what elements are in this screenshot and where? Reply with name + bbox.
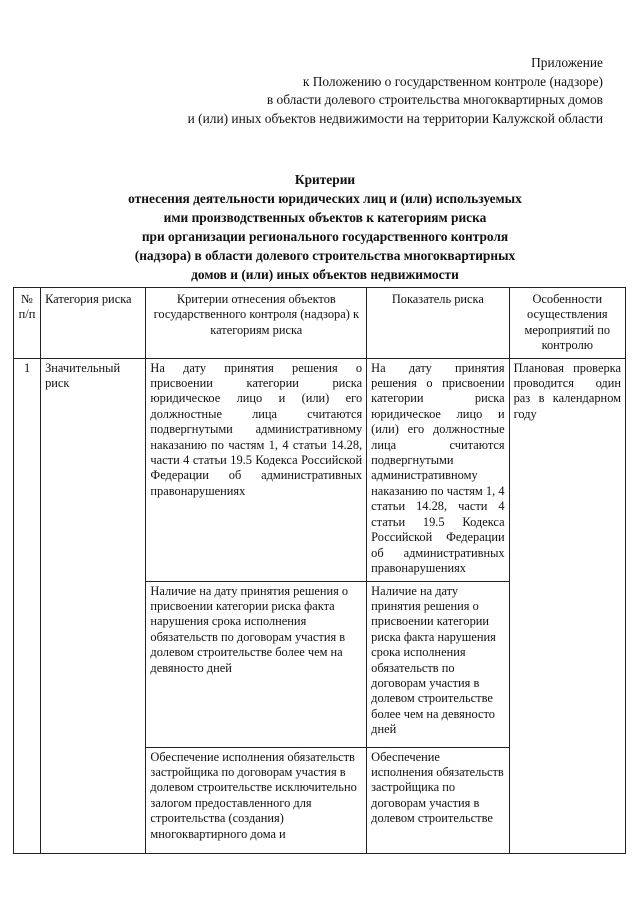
risk-category: Значительный риск — [41, 358, 146, 853]
header-num: № п/п — [14, 288, 41, 359]
title-line: при организации регионального государственного контроля — [141, 229, 509, 244]
title-line: (надзора) в области долевого строительства многоквартирных — [134, 248, 516, 263]
document-title — [90, 170, 560, 284]
appendix-heading — [143, 54, 603, 128]
header-indicator: Показатель риска — [367, 288, 509, 359]
criterion-cell: Наличие на дату принятия решения о присвоении категории риска факта нарушения срока исполнения обязательств по договорам участия в долевом строительстве более чем на девяносто дней — [146, 581, 367, 747]
header-features: Особенности осуществления мероприятий по контролю — [509, 288, 625, 359]
title-line: Критерии — [294, 172, 356, 187]
title-line: домов и (или) иных объектов недвижимости — [191, 267, 459, 282]
indicator-cell: На дату принятия решения о присвоении категории риска юридическое лицо и (или) его должностные лица считаются подвергнутыми административному наказанию по частям 1, 4 статьи 14.28, части 4 статьи 19.5 Кодекса Российской Федерации об административных правонарушениях — [367, 358, 509, 581]
criterion-cell: Обеспечение исполнения обязательств застройщика по договорам участия в долевом строительстве исключительно залогом предоставленного для строительства (создания) многоквартирного дома и — [146, 747, 367, 853]
criterion-cell: На дату принятия решения о присвоении категории риска юридическое лицо и (или) его должностные лица считаются подвергнутыми административному наказанию по частям 1, 4 статьи 14.28, части 4 статьи 19.5 Кодекса Российской Федерации об административных правонарушениях — [146, 358, 367, 581]
appendix-line: к Положению о государственном контроле (надзоре) — [302, 73, 603, 89]
row-number: 1 — [14, 358, 41, 853]
risk-criteria-table — [13, 287, 626, 854]
title-line: отнесения деятельности юридических лиц и (или) используемых — [128, 191, 522, 206]
indicator-cell: Обеспечение исполнения обязательств застройщика по договорам участия в долевом строительстве — [367, 747, 509, 853]
appendix-line: в области долевого строительства многоквартирных домов — [266, 92, 603, 108]
appendix-line: Приложение — [531, 55, 603, 70]
table-header-row — [14, 288, 626, 359]
header-criteria: Критерии отнесения объектов государственного контроля (надзора) к категориям риска — [146, 288, 367, 359]
title-line: ими производственных объектов к категориям риска — [163, 210, 487, 225]
control-features: Плановая проверка проводится один раз в календарном году — [509, 358, 625, 853]
appendix-line: и (или) иных объектов недвижимости на территории Калужской области — [187, 110, 603, 126]
table-row — [14, 358, 626, 581]
indicator-cell: Наличие на дату принятия решения о присвоении категории риска факта нарушения срока исполнения обязательств по договорам участия в долевом строительстве более чем на девяносто дней — [367, 581, 509, 747]
header-category: Категория риска — [41, 288, 146, 359]
